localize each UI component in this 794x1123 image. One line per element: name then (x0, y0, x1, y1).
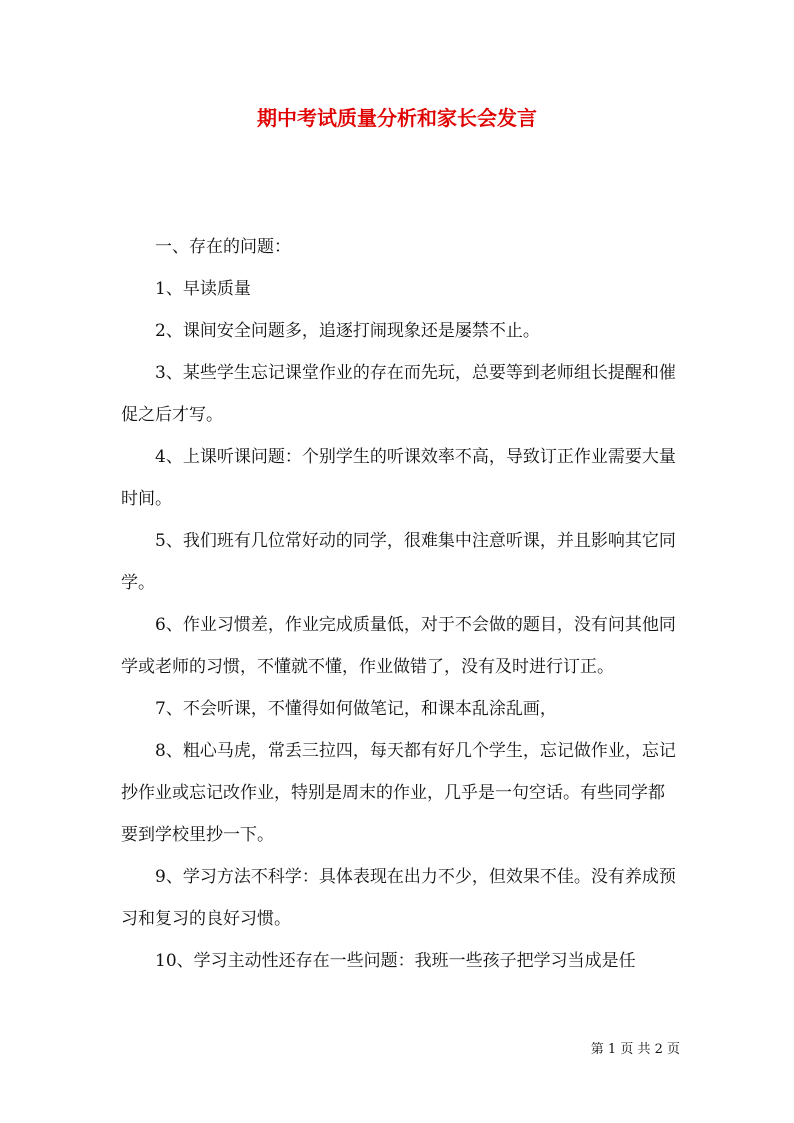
paragraph: 6、作业习惯差，作业完成质量低，对于不会做的题目，没有问其他同学或老师的习惯，不懂就不懂，作业做错了，没有及时进行订正。 (121, 615, 676, 677)
paragraph: 4、上课听课问题：个别学生的听课效率不高，导致订正作业需要大量时间。 (121, 447, 676, 509)
paragraph: 2、课间安全问题多，追逐打闹现象还是屡禁不止。 (155, 321, 540, 341)
paragraph: 10、学习主动性还存在一些问题：我班一些孩子把学习当成是任 (155, 951, 636, 971)
paragraph: 8、粗心马虎，常丢三拉四，每天都有好几个学生，忘记做作业，忘记抄作业或忘记改作业，特别是周末的作业，几乎是一句空话。有些同学都要到学校里抄一下。 (121, 741, 676, 845)
paragraph: 5、我们班有几位常好动的同学，很难集中注意听课，并且影响其它同学。 (121, 531, 676, 593)
paragraph: 9、学习方法不科学：具体表现在出力不少，但效果不佳。没有养成预习和复习的良好习惯。 (121, 867, 676, 929)
paragraph: 3、某些学生忘记课堂作业的存在而先玩，总要等到老师组长提醒和催促之后才写。 (121, 363, 676, 425)
paragraph: 一、存在的问题： (155, 237, 291, 257)
paragraph: 1、早读质量 (155, 279, 251, 299)
page-number: 第 1 页 共 2 页 (590, 1042, 680, 1057)
document-title: 期中考试质量分析和家长会发言 (257, 106, 537, 130)
document-body (121, 226, 679, 982)
paragraph: 7、不会听课，不懂得如何做笔记，和课本乱涂乱画， (155, 699, 557, 719)
